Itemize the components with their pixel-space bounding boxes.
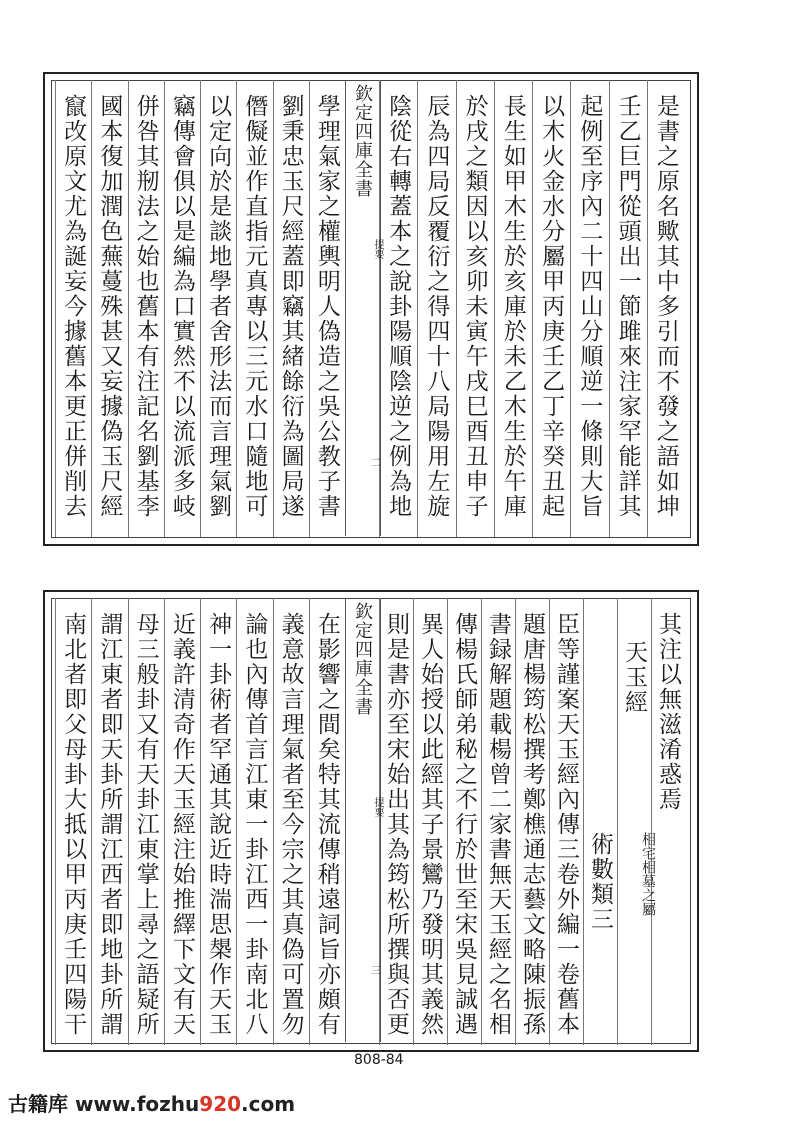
column-rule [91, 598, 92, 1045]
footer-url-number[interactable]: 920 [199, 1092, 242, 1116]
column-rule [583, 598, 584, 1045]
column-rule [164, 598, 165, 1045]
text-column: 劉秉忠玉尺經蓋即竊其緒餘衍為圖局遂 [277, 94, 304, 519]
column-rule [309, 598, 310, 1045]
footer-url-prefix[interactable]: www.fozhu [74, 1092, 200, 1116]
column-rule [55, 598, 56, 1045]
column-rule [481, 598, 482, 1045]
text-column: 臣等謹案天玉經內傳三卷外編一卷舊本 [553, 612, 579, 1037]
top-page [43, 72, 699, 546]
text-column: 壬乙巨門從頭出一節雎來注家罕能詳其 [614, 94, 641, 519]
top-center-sub: 提要 [372, 239, 383, 259]
text-column: 國本復加潤色蕪蔓殊甚又妄據偽玉尺經 [96, 94, 123, 519]
text-column: 書録解題載楊曾二家書無天玉經之名相 [485, 612, 511, 1037]
text-column: 異人始授以此經其子景鸞乃發明其義然 [417, 612, 443, 1037]
page-number: 808-84 [354, 1052, 404, 1068]
column-rule [128, 80, 129, 537]
bottom-center-num: 三 [371, 966, 381, 977]
column-rule [515, 598, 516, 1045]
text-column: 論也內傳首言江東一卦江西一卦南北八 [241, 612, 268, 1037]
text-column: 於戌之類因以亥卯未寅午戌巳酉丑申子 [461, 94, 488, 519]
text-column: 義意故言理氣者至今宗之其真偽可置勿 [277, 612, 304, 1037]
column-rule [200, 598, 201, 1045]
column-rule [447, 598, 448, 1045]
bottom-center-title: 欽定四庫全書 [352, 602, 373, 716]
text-column: 辰為四局反覆衍之得四十八局陽用左旋 [423, 94, 450, 519]
category-note: 相宅相墓之屬 [640, 832, 656, 916]
text-column: 竄改原文尤為誕妄今據舊本更正併削去 [60, 94, 87, 519]
column-rule [91, 80, 92, 537]
text-column: 在影響之間矣特其流傳稍遠詞旨亦頗有 [313, 612, 340, 1037]
text-column: 陰從右轉蓋本之說卦陽順陰逆之例為地 [385, 94, 412, 519]
top-center-num: 二 [371, 458, 381, 469]
text-column: 竊傳會俱以是編為口實然不以流派多岐 [168, 94, 195, 519]
text-column: 起例至序內二十四山分順逆一條則大旨 [576, 94, 603, 519]
text-column: 南北者即父母卦大抵以甲丙庚壬四陽干 [60, 612, 87, 1037]
column-rule [494, 80, 495, 537]
top-center-title: 欽定四庫全書 [352, 84, 373, 198]
footer-brand: 古籍库 [8, 1092, 68, 1116]
column-rule [417, 80, 418, 537]
text-column: 母三般卦又有天卦江東掌上尋之語疑所 [132, 612, 159, 1037]
footer-url-suffix[interactable]: .com [241, 1092, 296, 1116]
text-column: 術數類三 [587, 832, 613, 932]
column-rule [647, 80, 648, 537]
column-rule [617, 598, 618, 1045]
column-rule [128, 598, 129, 1045]
text-column: 則是書亦至宋始出其為筠松所撰與否更 [383, 612, 409, 1037]
column-rule [236, 598, 237, 1045]
bottom-center-sub: 提要 [372, 797, 383, 817]
text-column: 以木火金水分屬甲丙庚壬乙丁辛癸丑起 [538, 94, 565, 519]
text-column: 傳楊氏師弟秘之不行於世至宋吳見誠遇 [451, 612, 477, 1037]
column-rule [309, 80, 310, 537]
text-column: 其注以無滋淆惑焉 [655, 612, 681, 812]
text-column: 學理氣家之權輿明人偽造之吳公教子書 [313, 94, 340, 519]
bottom-page [43, 590, 699, 1052]
text-column: 併咎其剏法之始也舊本有注記名劉基李 [132, 94, 159, 519]
column-rule [570, 80, 571, 537]
text-column: 神一卦術者罕通其說近時湍思槼作天玉 [205, 612, 232, 1037]
text-column: 以定向於是談地學者舍形法而言理氣劉 [205, 94, 232, 519]
site-footer[interactable] [8, 1088, 295, 1117]
column-rule [273, 80, 274, 537]
text-column: 長生如甲木生於亥庫於未乙木生於午庫 [499, 94, 526, 519]
column-rule [532, 80, 533, 537]
column-rule [200, 80, 201, 537]
text-column: 天玉經 [621, 640, 647, 715]
text-column: 謂江東者即天卦所謂江西者即地卦所謂 [96, 612, 123, 1037]
text-column: 題唐楊筠松撰考鄭樵通志藝文略陳振孫 [519, 612, 545, 1037]
text-column: 僭儗並作直指元真專以三元水口隨地可 [241, 94, 268, 519]
column-rule [164, 80, 165, 537]
column-rule [236, 80, 237, 537]
column-rule [609, 80, 610, 537]
text-column: 近義許清奇作天玉經注始推繹下文有天 [168, 612, 195, 1037]
column-rule [273, 598, 274, 1045]
text-column: 是書之原名歟其中多引而不發之語如坤 [652, 94, 679, 519]
column-rule [55, 80, 56, 537]
column-rule [651, 598, 652, 1045]
column-rule [549, 598, 550, 1045]
column-rule [413, 598, 414, 1045]
column-rule [456, 80, 457, 537]
